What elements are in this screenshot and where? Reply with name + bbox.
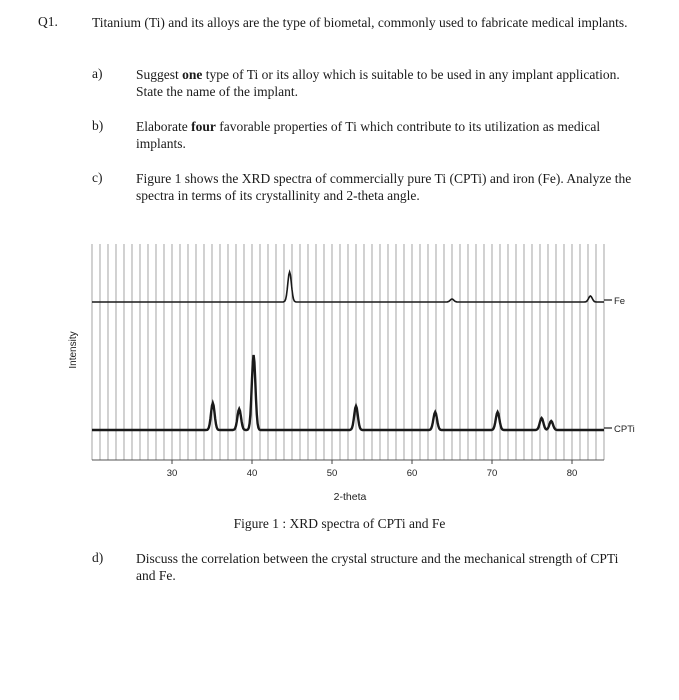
figure-caption: Figure 1 : XRD spectra of CPTi and Fe xyxy=(233,516,446,531)
series-fe-label: Fe xyxy=(614,296,626,307)
part-d-label: d) xyxy=(92,550,104,565)
chart-series xyxy=(92,272,635,435)
y-axis-label: Intensity xyxy=(68,331,79,369)
x-tick-label: 40 xyxy=(246,468,258,479)
x-tick-label: 70 xyxy=(486,468,498,479)
x-tick-label: 30 xyxy=(166,468,178,479)
part-b-text: Elaborate four favorable properties of Ti which contribute to its utilization as medical implants. xyxy=(136,119,601,151)
part-a-label: a) xyxy=(92,66,103,81)
part-c-label: c) xyxy=(92,170,103,185)
x-tick-label: 60 xyxy=(406,468,418,479)
x-tick-label: 80 xyxy=(566,468,578,479)
series-cpti-label: CPTi xyxy=(614,424,635,435)
chart-ticks xyxy=(167,460,578,479)
question-intro: Titanium (Ti) and its alloys are the type of biometal, commonly used to fabricate medical implants. xyxy=(92,15,628,30)
x-axis-label: 2-theta xyxy=(333,491,367,503)
x-tick-label: 50 xyxy=(326,468,338,479)
part-c-text: Figure 1 shows the XRD spectra of commercially pure Ti (CPTi) and iron (Fe). Analyze the spectra in terms of its crystallinity and 2-theta angle. xyxy=(136,171,632,203)
part-a-text: Suggest one type of Ti or its alloy which is suitable to be used in any implant application. State the name of the implant. xyxy=(136,67,620,99)
question-number: Q1. xyxy=(38,14,58,29)
part-d-text: Discuss the correlation between the crystal structure and the mechanical strength of CPTi and Fe. xyxy=(136,551,619,583)
xrd-chart xyxy=(0,230,679,510)
part-b-label: b) xyxy=(92,118,104,133)
chart-grid xyxy=(92,244,604,460)
